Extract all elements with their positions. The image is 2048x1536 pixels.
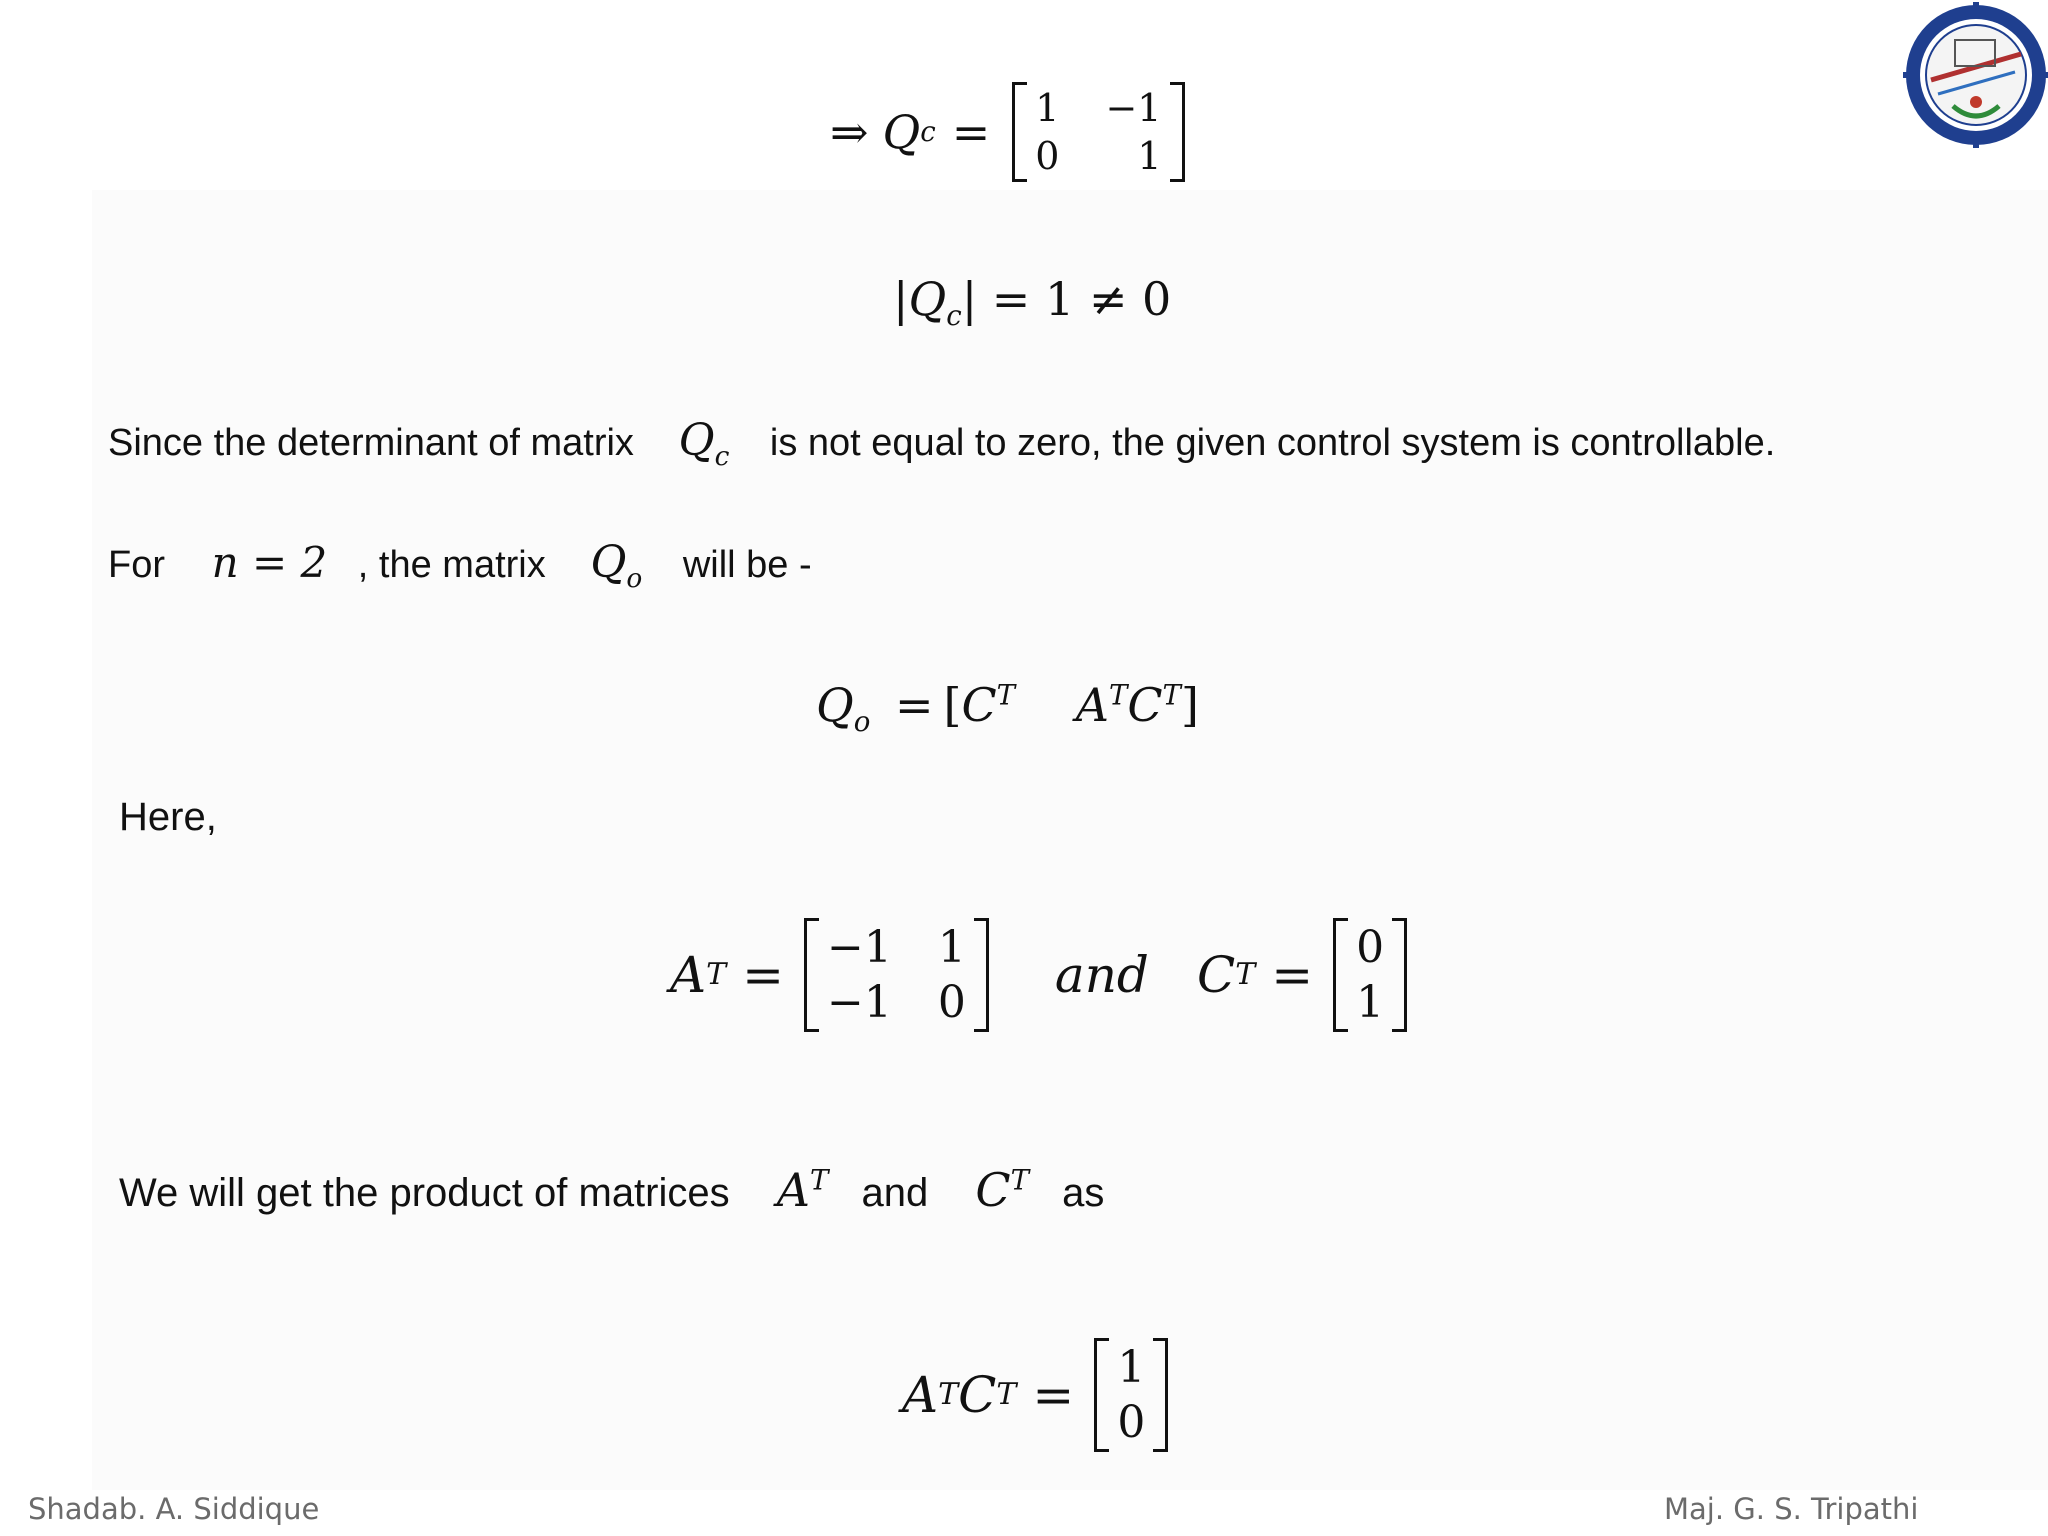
ct-c: C (1196, 946, 1236, 1004)
implies-symbol: ⇒ (830, 105, 869, 159)
we-ct-variable: $C^T$ (975, 1163, 1029, 1217)
since-qc-variable: $Q_c$ (678, 415, 730, 472)
at-a: A (670, 946, 707, 1004)
we-as-word: as (1062, 1171, 1105, 1215)
ct-t: T (996, 678, 1016, 712)
left-bracket (1333, 918, 1348, 1032)
matrix-cell: 1 (1035, 86, 1060, 130)
matrix-cell: 0 (1356, 922, 1385, 973)
matrix-cell: −1 (1105, 86, 1162, 130)
footer-right-author: Maj. G. S. Tripathi (1664, 1492, 1919, 1526)
and-word: and (1054, 946, 1149, 1004)
qc-determinant-equation (893, 272, 1172, 333)
matrix-cell: −1 (827, 977, 892, 1028)
for-word: For (108, 544, 165, 586)
ct-matrix-grid (1348, 918, 1392, 1032)
controllability-sentence (108, 415, 1776, 472)
for-mid-text: , the matrix (357, 544, 546, 586)
equals-sign: = (894, 678, 934, 732)
prod-c: C (958, 1366, 997, 1424)
product-matrix-grid (1109, 1338, 1153, 1452)
for-n-sentence (108, 537, 812, 594)
left-bracket (1094, 1338, 1109, 1452)
product-matrix (1094, 1338, 1168, 1452)
qo-definition-equation (816, 678, 1199, 739)
det-rest: | = 1 ≠ 0 (961, 272, 1172, 326)
prod-a: A (902, 1366, 939, 1424)
slide-content-panel (92, 190, 2048, 1490)
since-text-part2: is not equal to zero, the given control system is controllable. (769, 422, 1776, 464)
at-matrix (804, 918, 989, 1032)
qc-matrix (1012, 82, 1184, 182)
for-qo-variable: $Q_o$ (590, 537, 643, 594)
equals-sign: = (951, 105, 991, 159)
det-open: |Q (893, 272, 947, 326)
right-bracket (1170, 82, 1185, 182)
left-bracket (1012, 82, 1027, 182)
open-bracket: [ (943, 678, 962, 732)
atct-c: C (1127, 678, 1163, 732)
at-ct-equation: A T = −1 1 −1 0 and C T = 0 1 (670, 918, 1413, 1032)
product-sentence (119, 1163, 1104, 1217)
we-and-word: and (861, 1171, 929, 1215)
qc-matrix-equation: ⇒ Q c = 1 −1 0 1 (830, 82, 1191, 182)
here-label: Here, (119, 795, 217, 839)
product-equation: A T C T = 1 0 (902, 1338, 1174, 1452)
qo-subscript: o (853, 705, 871, 739)
equals-sign: = (742, 946, 785, 1004)
qo-variable: Q (816, 678, 854, 732)
ct-c: C (961, 678, 997, 732)
right-bracket (1392, 918, 1407, 1032)
footer-left-author: Shadab. A. Siddique (28, 1492, 320, 1526)
we-at-variable: $A^T$ (776, 1163, 829, 1217)
matrix-cell: −1 (827, 922, 892, 973)
matrix-cell: 0 (1035, 134, 1060, 178)
since-text-part1: Since the determinant of matrix (108, 422, 634, 464)
qc-variable: Q (882, 105, 921, 159)
left-bracket (804, 918, 819, 1032)
equals-sign: = (1032, 1366, 1075, 1424)
product-text-part1: We will get the product of matrices (119, 1171, 730, 1215)
matrix-cell: 1 (1356, 977, 1385, 1028)
matrix-cell: 0 (937, 977, 966, 1028)
close-bracket: ] (1180, 678, 1199, 732)
ct-matrix (1333, 918, 1407, 1032)
n-equals-2: n = 2 (211, 538, 328, 587)
university-logo (1903, 2, 2048, 148)
matrix-cell: 1 (1117, 1342, 1146, 1393)
right-bracket (974, 918, 989, 1032)
atct-t1: T (1108, 678, 1128, 712)
will-be-text: will be - (682, 544, 812, 586)
matrix-cell: 1 (1137, 134, 1162, 178)
equals-sign: = (1271, 946, 1314, 1004)
atct-a: A (1075, 678, 1109, 732)
qc-matrix-grid (1027, 82, 1169, 182)
right-bracket (1153, 1338, 1168, 1452)
det-subscript: c (946, 299, 962, 333)
at-matrix-grid (819, 918, 974, 1032)
atct-t2: T (1162, 678, 1181, 712)
matrix-cell: 1 (937, 922, 966, 973)
matrix-cell: 0 (1117, 1397, 1146, 1448)
